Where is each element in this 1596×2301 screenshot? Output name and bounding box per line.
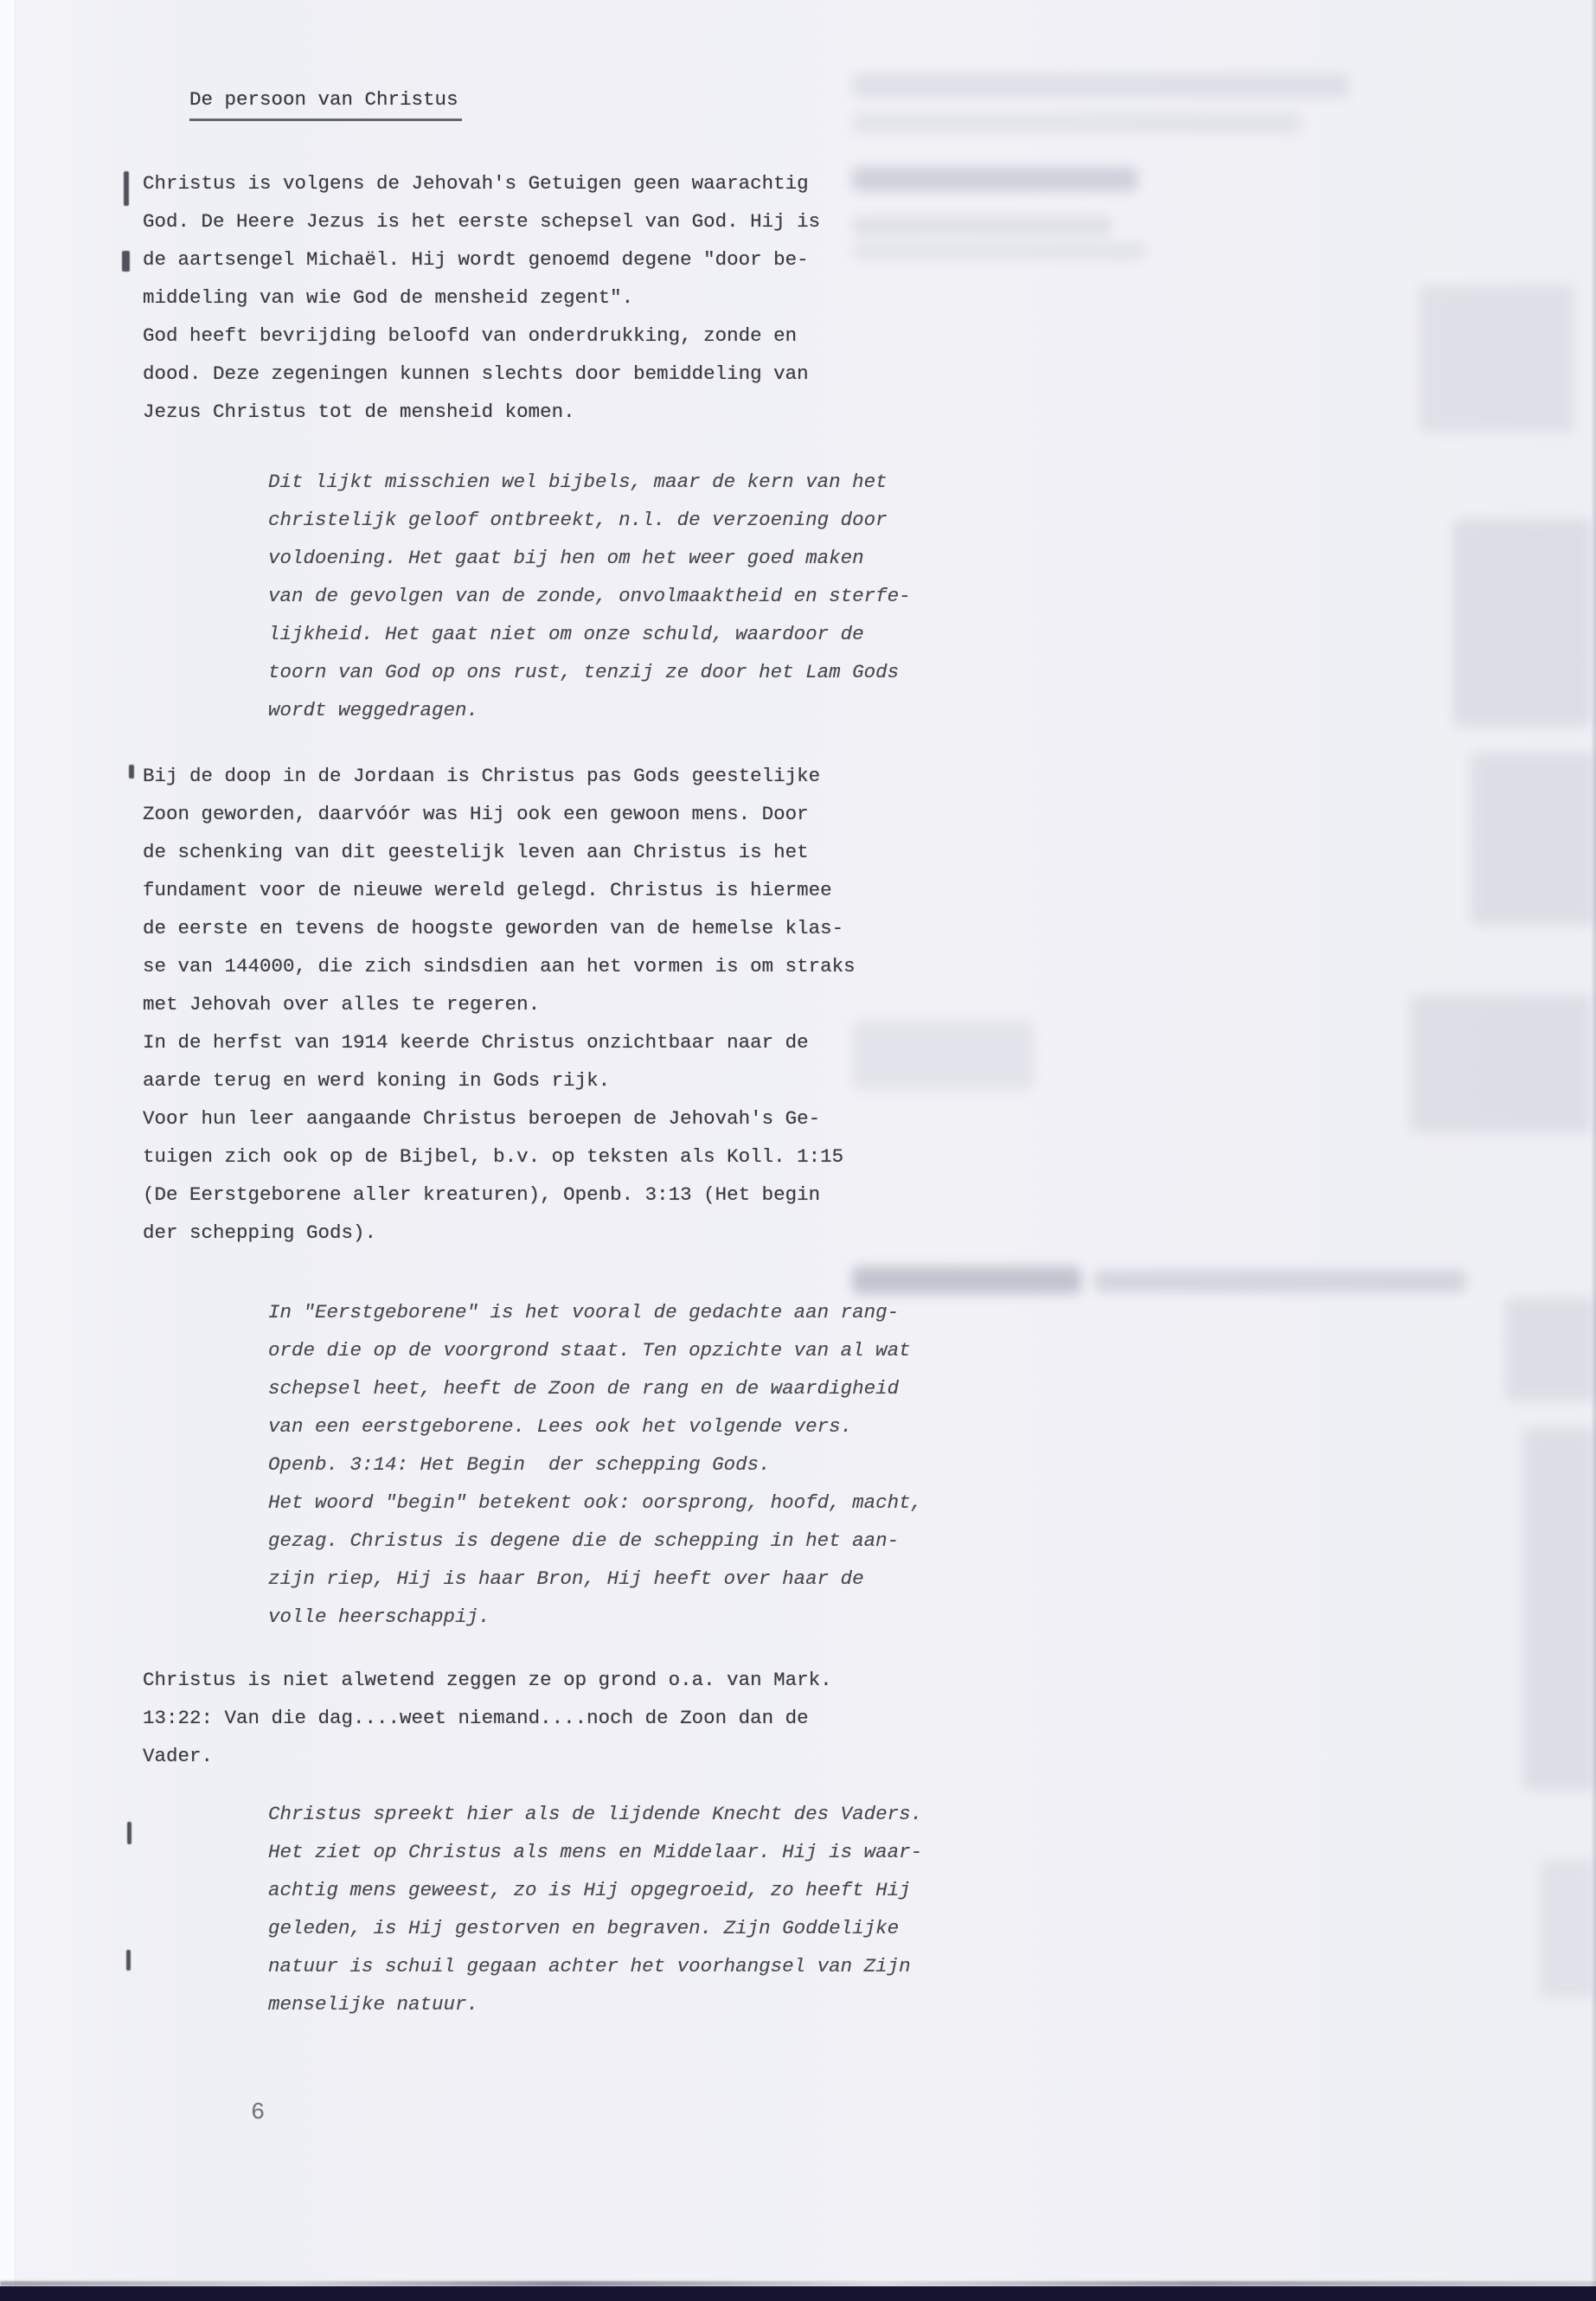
bleedthrough-smudge — [852, 242, 1146, 260]
bleedthrough-smudge — [1471, 753, 1596, 926]
text-line: Bij de doop in de Jordaan is Christus pas Gods geestelijke — [143, 765, 821, 787]
text-line: toorn van God op ons rust, tenzij ze door het Lam Gods — [268, 661, 900, 683]
scan-artifact-mark — [122, 251, 130, 272]
text-line: middeling van wie God de mensheid zegent". — [143, 286, 634, 309]
text-line: aarde terug en werd koning in Gods rijk. — [143, 1069, 611, 1092]
text-line: Het ziet op Christus als mens en Middelaar. Hij is waar- — [268, 1841, 923, 1863]
bleedthrough-smudge — [852, 167, 1138, 191]
bleedthrough-smudge — [852, 216, 1112, 235]
text-line: de eerste en tevens de hoogste geworden van de hemelse klas- — [143, 917, 844, 939]
quote-block — [268, 1795, 922, 2023]
text-line: schepsel heet, heeft de Zoon de rang en de waardigheid — [268, 1377, 900, 1400]
text-line: de schenking van dit geestelijk leven aan Christus is het — [143, 841, 809, 863]
text-line: Openb. 3:14: Het Begin der schepping Gods. — [268, 1453, 771, 1476]
bleedthrough-smudge — [1419, 285, 1574, 433]
left-page-edge — [0, 0, 16, 2301]
text-line: 13:22: Van die dag....weet niemand....noch de Zoon dan de — [143, 1707, 809, 1729]
text-line: fundament voor de nieuwe wereld gelegd. Christus is hiermee — [143, 879, 832, 901]
text-line: tuigen zich ook op de Bijbel, b.v. op teksten als Koll. 1:15 — [143, 1145, 844, 1168]
text-line: orde die op de voorgrond staat. Ten opzichte van al wat — [268, 1339, 911, 1362]
text-line: van een eerstgeborene. Lees ook het volgende vers. — [268, 1415, 853, 1438]
bleedthrough-smudge — [1522, 1427, 1596, 1791]
quote-block — [268, 1293, 922, 1636]
text-line: met Jehovah over alles te regeren. — [143, 993, 541, 1016]
text-line: dood. Deze zegeningen kunnen slechts door bemiddeling van — [143, 362, 809, 385]
bottom-scan-band — [0, 2286, 1596, 2301]
text-line: Christus is volgens de Jehovah's Getuigen geen waarachtig — [143, 172, 809, 195]
scan-artifact-mark — [124, 171, 129, 206]
text-line: God heeft bevrijding beloofd van onderdrukking, zonde en — [143, 324, 798, 347]
text-line: Vader. — [143, 1745, 214, 1767]
text-line: menselijke natuur. — [268, 1993, 479, 2016]
text-line: achtig mens geweest, zo is Hij opgegroeid, zo heeft Hij — [268, 1879, 911, 1901]
scan-artifact-mark — [126, 1950, 131, 1971]
bleedthrough-smudge — [1540, 1860, 1596, 1998]
scan-artifact-mark — [127, 1822, 131, 1844]
text-line: Christus is niet alwetend zeggen ze op grond o.a. van Mark. — [143, 1669, 832, 1691]
bleedthrough-smudge — [1505, 1298, 1596, 1401]
text-line: voldoening. Het gaat bij hen om het weer goed maken — [268, 547, 864, 569]
bleedthrough-smudge — [1453, 519, 1592, 727]
text-line: der schepping Gods). — [143, 1221, 377, 1244]
scan-artifact-mark — [129, 765, 134, 779]
text-line: Jezus Christus tot de mensheid komen. — [143, 401, 575, 423]
text-line: Zoon geworden, daarvóór was Hij ook een gewoon mens. Door — [143, 803, 809, 825]
paragraph-block — [143, 757, 856, 1252]
text-line: Dit lijkt misschien wel bijbels, maar de kern van het — [268, 471, 888, 493]
text-line: Christus spreekt hier als de lijdende Knecht des Vaders. — [268, 1803, 923, 1825]
text-line: volle heerschappij. — [268, 1606, 490, 1628]
text-line: natuur is schuil gegaan achter het voorhangsel van Zijn — [268, 1955, 911, 1977]
paragraph-block — [143, 1661, 832, 1775]
page-title — [143, 61, 462, 147]
bleedthrough-smudge — [1094, 1270, 1466, 1292]
text-line: geleden, is Hij gestorven en begraven. Zijn Goddelijke — [268, 1917, 900, 1939]
text-line: van de gevolgen van de zonde, onvolmaaktheid en sterfe- — [268, 585, 911, 607]
text-line: In "Eerstgeborene" is het vooral de gedachte aan rang- — [268, 1301, 900, 1324]
bleedthrough-smudge — [852, 112, 1302, 133]
right-page-edge-shadow — [1591, 0, 1596, 2301]
quote-block — [268, 463, 911, 729]
paragraph-block — [143, 164, 820, 431]
text-line: (De Eerstgeborene aller kreaturen), Openb. 3:13 (Het begin — [143, 1183, 821, 1206]
text-line: de aartsengel Michaël. Hij wordt genoemd degene "door be- — [143, 248, 809, 271]
bleedthrough-smudge — [852, 1021, 1034, 1090]
text-line: wordt weggedragen. — [268, 699, 479, 721]
page-title-text: De persoon van Christus — [189, 87, 462, 121]
text-line: zijn riep, Hij is haar Bron, Hij heeft over haar de — [268, 1567, 864, 1590]
text-line: lijkheid. Het gaat niet om onze schuld, waardoor de — [268, 623, 864, 645]
text-line: God. De Heere Jezus is het eerste schepsel van God. Hij is — [143, 210, 821, 233]
page-number: 6 — [251, 2100, 266, 2126]
text-line: Voor hun leer aangaande Christus beroepen de Jehovah's Ge- — [143, 1107, 821, 1130]
text-line: Het woord "begin" betekent ook: oorsprong, hoofd, macht, — [268, 1491, 923, 1514]
text-line: In de herfst van 1914 keerde Christus onzichtbaar naar de — [143, 1031, 809, 1054]
text-line: se van 144000, die zich sindsdien aan het vormen is om straks — [143, 955, 856, 977]
bleedthrough-smudge — [852, 74, 1349, 98]
text-line: christelijk geloof ontbreekt, n.l. de verzoening door — [268, 509, 888, 531]
text-line: gezag. Christus is degene die de schepping in het aan- — [268, 1529, 900, 1552]
bleedthrough-smudge — [852, 1266, 1081, 1294]
bleedthrough-smudge — [1410, 995, 1592, 1133]
